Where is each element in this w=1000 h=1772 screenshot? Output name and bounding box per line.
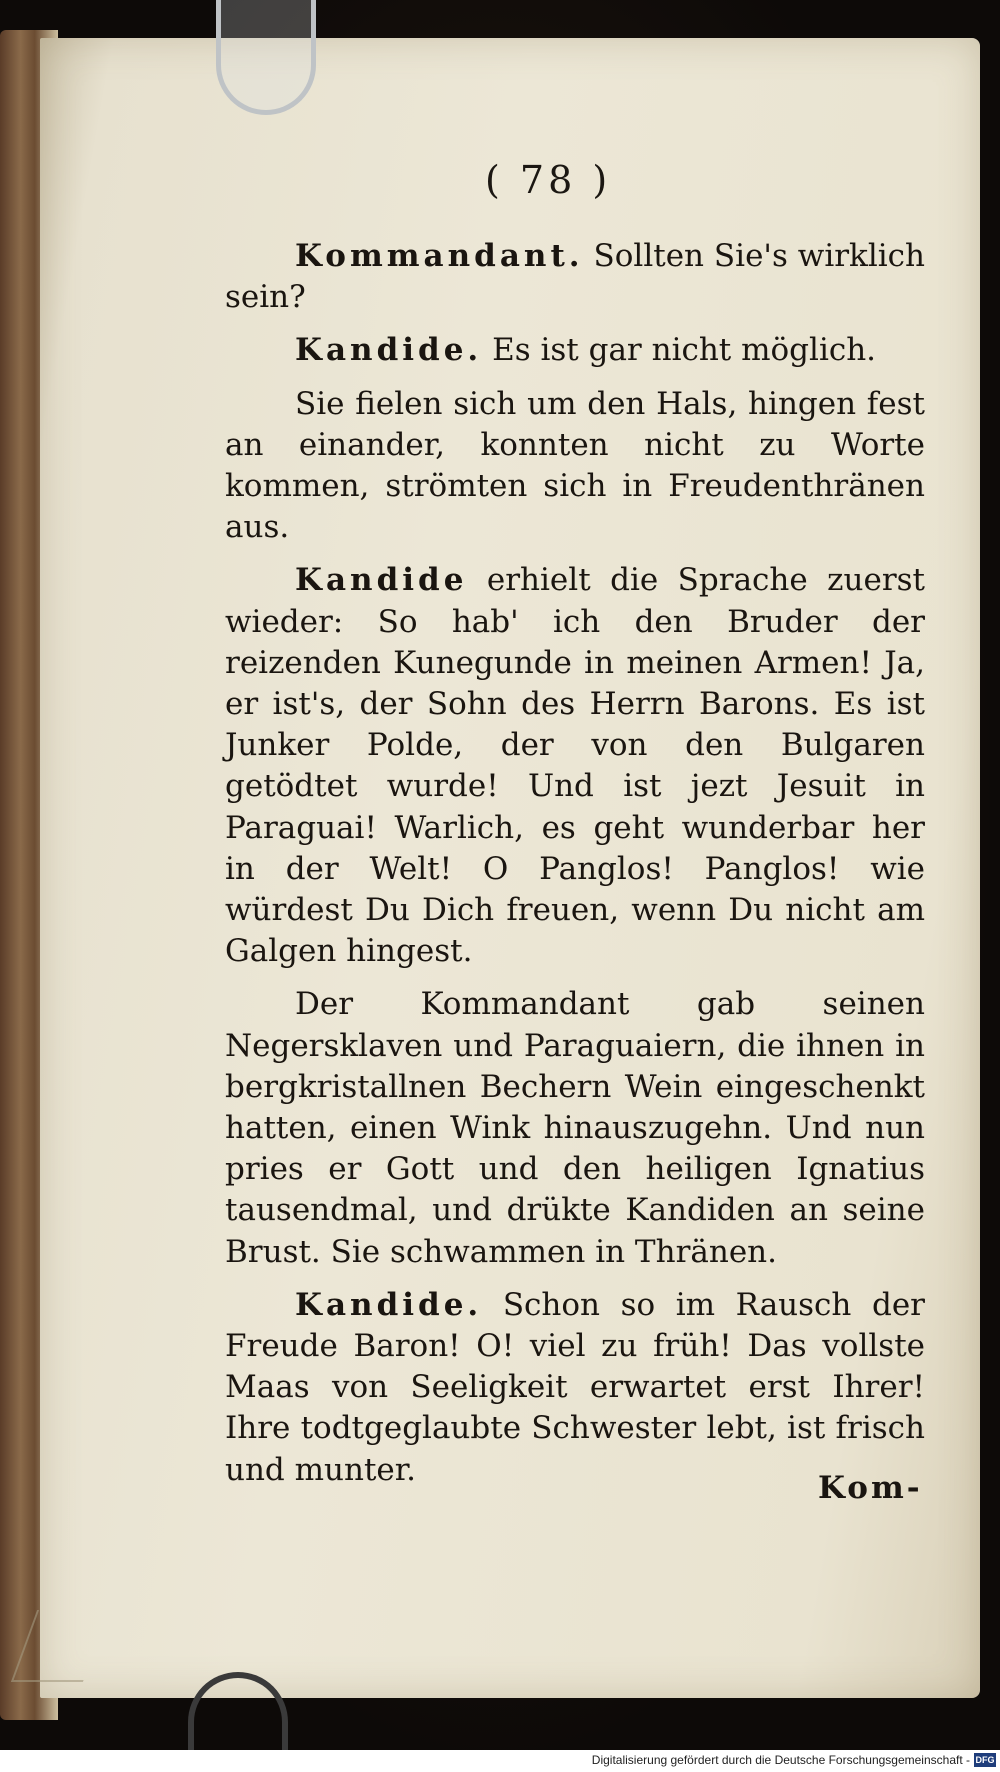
page-number: ( 78 ): [485, 158, 612, 202]
paragraph-text: Sollten Sie's wirklich sein?: [225, 238, 925, 316]
paragraph-2: [225, 330, 925, 371]
speaker-label: Kandide.: [295, 332, 483, 369]
paragraph-text: Schon so im Rausch der Freude Baron! O! viel zu früh! Das vollste Maas von Seeligkeit erwartet erst Ihrer! Ihre todtgeglaubte Schwester lebt, ist frisch und munter.: [225, 1286, 925, 1488]
speaker-label: Kommandant.: [295, 238, 584, 274]
speaker-label: Kandide: [295, 562, 468, 599]
paragraph-text: Es ist gar nicht möglich.: [492, 332, 877, 369]
paragraph-text: Der Kommandant gab seinen Negersklaven und Paraguaiern, die ihnen in bergkristallnen Bechern Wein eingeschenkt hatten, einen Wink hinauszugehn. Und nun pries er Gott und den heiligen Ignatius tausendmal, und drükte Kandiden an seine Brust. Sie schwammen in Thränen.: [225, 986, 925, 1270]
page-text: [225, 236, 925, 1503]
paragraph-text: Sie fielen sich um den Hals, hingen fest an einander, konnten nicht zu Worte kommen, strömten sich in Freudenthränen aus.: [225, 385, 925, 546]
paragraph-5: [225, 984, 925, 1272]
paragraph-3: [225, 384, 925, 549]
paragraph-4: [225, 560, 925, 972]
footer-credit: Digitalisierung gefördert durch die Deutsche Forschungsgemeinschaft -: [591, 1753, 970, 1767]
speaker-label: Kandide.: [295, 1286, 483, 1323]
paper-clip-top: [216, 0, 316, 115]
catchword: Kom-: [818, 1470, 923, 1506]
paragraph-text: erhielt die Sprache zuerst wieder: So hab' ich den Bruder der reizenden Kunegunde in meinen Armen! Ja, er ist's, der Sohn des Herrn Barons. Es ist Junker Polde, der von den Bulgaren getödtet wurde! Und ist jezt Jesuit in Paraguai! Warlich, es geht wunderbar her in der Welt! O Panglos! Panglos! wie würdest Du Dich freuen, wenn Du nicht am Galgen hingest.: [225, 562, 926, 970]
paragraph-6: [225, 1285, 925, 1491]
paragraph-1: [225, 236, 925, 318]
dfg-logo: DFG: [975, 1755, 995, 1765]
